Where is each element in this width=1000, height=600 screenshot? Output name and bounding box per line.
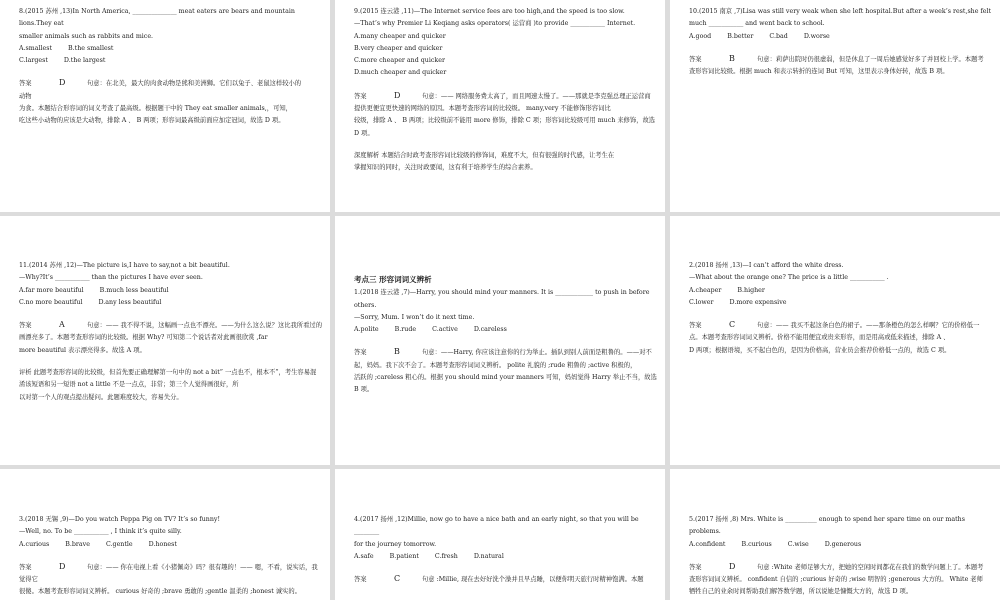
- answer-text: 句意：在北美，最大的肉食动物是熊和美洲狮。它们以兔子、老鼠这样较小的: [87, 80, 302, 88]
- answer-text: D 项。: [354, 129, 374, 137]
- option: C.largest: [19, 57, 48, 65]
- question-line: for the journey tomorrow.: [354, 540, 437, 548]
- question-line: smaller animals such as rabbits and mice.: [19, 32, 154, 40]
- option: D.the largest: [63, 57, 106, 65]
- answer-block: [689, 53, 992, 79]
- answer-line: [19, 319, 322, 332]
- option: A.safe: [354, 552, 374, 560]
- answer-text: 句意：—— 你在电视上看《小猪佩奇》吗？很有趣的！—— 嗯，不看，说实话，我觉得它: [19, 563, 318, 584]
- question-line: 9.(2015 连云港 ,11)—The Internet service fees are too high,and the speed is too slow.: [354, 8, 625, 15]
- answer-text: 很傻。本题考查形容词词义辨析。 curious 好奇的 ;brave 勇敢的 ;gentle 温柔的 ;honest 诚实的。: [19, 588, 301, 596]
- options-row: [19, 55, 322, 67]
- answer-letter: D: [729, 561, 736, 571]
- analysis-text: 深度解析 本题结合时政考查形容词比较级的修饰词，难度不大，但有很强的时代感，让考生在: [354, 151, 615, 159]
- answer-block: [354, 90, 657, 140]
- option: A.cheaper: [689, 286, 722, 294]
- answer-text: 动物: [19, 92, 32, 100]
- option: A.polite: [354, 326, 379, 334]
- question-line: —Why?It’s ___________ than the pictures I have ever seen.: [19, 274, 203, 282]
- options-row: [354, 55, 657, 67]
- answer-text: 为食。本题结合形容词的词义考查了最高级。根据题干中的 They eat smaller animals,，可知，: [19, 105, 292, 113]
- answer-block: [689, 319, 992, 357]
- option: C.no more beautiful: [19, 298, 83, 306]
- answer-text: 句意：—— 我不得不说，这幅画一点也不漂亮。——为什么这么说？这比我所看过的: [87, 322, 322, 330]
- option: B.better: [727, 32, 754, 40]
- answer-block: [354, 573, 657, 586]
- answer-line: [689, 53, 992, 66]
- option: B.brave: [65, 540, 90, 548]
- option: D.any less beautiful: [98, 298, 162, 306]
- answer-text: 句意 :Millie, 现在去好好洗个澡并且早点睡，以便你明天旅行时精神饱满。本题: [422, 576, 644, 584]
- answer-label: 答案: [689, 55, 702, 63]
- option: D.careless: [473, 326, 507, 334]
- answer-text: 句意：—— 我买不起这条白色的裙子。——那条橙色的怎么样啊？它的价格低一: [757, 322, 980, 330]
- answer-letter: A: [59, 320, 65, 330]
- answer-letter: C: [394, 574, 401, 584]
- option: A.many cheaper and quicker: [354, 32, 446, 40]
- option: D.much cheaper and quicker: [354, 69, 447, 77]
- option: B.rude: [394, 326, 417, 334]
- option: A.confident: [689, 540, 726, 548]
- answer-letter: B: [394, 347, 400, 357]
- options-row: [354, 551, 657, 563]
- options-row: [354, 31, 657, 43]
- option: C.lower: [689, 298, 714, 306]
- question-card: [670, 469, 1000, 600]
- option: D.more expensive: [729, 298, 787, 306]
- option: A.good: [689, 32, 712, 40]
- answer-block: [19, 77, 322, 127]
- answer-text: 吃这些小动物的应该是大动物，排除 A 、 B 两项；形容词最高级前面应加定冠词，故选 D 项。: [19, 117, 285, 125]
- question-card: [0, 0, 330, 212]
- answer-text: D 两项；根据语境，买不起白色的，是因为价格高，营业员会推荐价格低一点的，故选 C 项。: [689, 346, 951, 354]
- options-row: [19, 43, 322, 55]
- option: B.much less beautiful: [99, 286, 169, 294]
- question-card: [335, 0, 665, 212]
- answer-text: 句意：——Harry, 你应该注意你的行为举止。插队到别人前面是粗鲁的。——对不: [422, 349, 652, 357]
- analysis-block: [354, 150, 657, 175]
- option: B.curious: [741, 540, 772, 548]
- answer-text: B 项。: [354, 386, 374, 394]
- question-line: 4.(2017 扬州 ,12)Millie, now go to have a nice bath and an early night, so that you will be ________: [354, 516, 639, 536]
- option: C.wise: [787, 540, 809, 548]
- answer-label: 答案: [19, 80, 32, 88]
- options-row: [354, 324, 657, 336]
- answer-text: 点。本题考查形容词词义辨析。价格不能用便宜或贵来形容，而是用高或低来描述，排除 A 、: [689, 334, 950, 342]
- answer-text: 句意 :White 老师足够大方，把她的空闲时间都花在我们的数学问题上了。本题考: [757, 563, 984, 571]
- answer-line: [689, 319, 992, 332]
- question-card: [0, 216, 330, 465]
- options-row: [689, 285, 992, 297]
- option: B.the smallest: [68, 44, 114, 52]
- answer-label: 答案: [689, 563, 702, 571]
- option: C.fresh: [434, 552, 458, 560]
- question-card: [670, 216, 1000, 465]
- answer-text: 查形容词词义辨析。 confident 自信的 ;curious 好奇的 ;wise 明智的 ;generous 大方的。 White 老师: [689, 576, 983, 584]
- options-row: [354, 43, 657, 55]
- question-card: [670, 0, 1000, 212]
- answer-line: [19, 561, 322, 587]
- option: B.very cheaper and quicker: [354, 44, 443, 52]
- option: B.patient: [389, 552, 419, 560]
- question-line: —That’s why Premier Li Keqiang asks operators( 运营商 )to provide ___________ Internet.: [354, 20, 636, 28]
- answer-label: 答案: [19, 563, 32, 571]
- answer-text: 画漂亮多了。本题考查形容词的比较级。根据 Why? 可知第二个说话者对此画很欣赏 ,far: [19, 334, 268, 342]
- answer-label: 答案: [354, 92, 367, 100]
- answer-line: [354, 346, 657, 359]
- question-line: —What about the orange one? The price is a little ___________ .: [689, 274, 889, 282]
- option: A.smallest: [19, 44, 53, 52]
- answer-label: 答案: [354, 349, 367, 357]
- answer-block: [19, 561, 322, 599]
- options-row: [19, 539, 322, 551]
- option: B.higher: [737, 286, 765, 294]
- answer-label: 答案: [19, 322, 32, 330]
- question-line: much ___________ and went back to school.: [689, 20, 825, 28]
- answer-text: 活跃的 ;careless 粗心的。根据 you should mind your manners 可知，妈妈觉得 Harry 举止不当，故选: [354, 374, 657, 382]
- option: C.bad: [769, 32, 788, 40]
- answer-line: [19, 77, 322, 90]
- question-line: —Well, no. To be ___________ , I think it’s quite silly.: [19, 528, 182, 536]
- answer-block: [689, 561, 992, 599]
- question-line: 10.(2015 南京 ,7)Lisa was still very weak when she left hospital.But after a week’s rest,she felt: [689, 8, 992, 15]
- options-row: [689, 539, 992, 551]
- answer-line: [354, 573, 657, 586]
- analysis-text: 掌握知识的同时，关注时政要闻，这有利于培养学生的综合素养。: [354, 164, 537, 172]
- option: C.more cheaper and quicker: [354, 57, 445, 65]
- question-line: 11.(2014 苏州 ,12)—The picture is,I have to say,not a bit beautiful.: [19, 262, 230, 269]
- answer-letter: C: [729, 320, 736, 330]
- section-title: 考点三 形容词词义辨析: [354, 275, 432, 284]
- analysis-text: 以对第一个人的观点提出疑问。此题难度较大，容易失分。: [19, 393, 183, 401]
- question-card: [335, 469, 665, 600]
- option: D.honest: [148, 540, 177, 548]
- question-line: —Sorry, Mum. I won’t do it next time.: [354, 313, 475, 321]
- question-card: [335, 216, 665, 465]
- option: D.generous: [824, 540, 862, 548]
- option: A.far more beautiful: [19, 286, 84, 294]
- answer-text: 提供更便宜更快速的网络的原因。本题考查形容词的比较级。 many,very 不能修饰形容词比: [354, 105, 611, 113]
- options-row: [19, 297, 322, 309]
- answer-letter: B: [729, 53, 735, 63]
- answer-label: 答案: [689, 322, 702, 330]
- answer-text: 句意：—— 网络服务费太高了，而且网速太慢了。——那就是李克强总理正运营商: [422, 92, 651, 100]
- answer-text: 起，妈妈。我下次不会了。本题考查形容词词义辨析。 polite 礼貌的 ;rude 粗鲁的 ;active 积极的，: [354, 361, 637, 369]
- option: D.worse: [803, 32, 830, 40]
- question-line: 1.(2018 连云港 ,7)—Harry, you should mind your manners. It is ____________ to push in before others.: [354, 289, 650, 309]
- options-row: [354, 67, 657, 79]
- answer-block: [354, 346, 657, 396]
- analysis-block: [19, 367, 322, 404]
- options-row: [689, 297, 992, 309]
- question-line: 5.(2017 扬州 ,8) Mrs. White is __________ enough to spend her spare time on our maths problems.: [689, 516, 965, 536]
- question-line: 2.(2018 扬州 ,13)—I can’t afford the white dress.: [689, 262, 844, 269]
- answer-label: 答案: [354, 576, 367, 584]
- answer-line: [354, 90, 657, 103]
- answer-text: 较级，排除 A 、 B 两项；比较级前不能用 more 修饰，排除 C 项；形容词比较级可用 much 来修饰，故选: [354, 117, 656, 125]
- answer-line: [689, 561, 992, 574]
- answer-text: 查形容词比较级。根据 much 和表示转折的连词 But 可知，这里表示身体好转，故选 B 项。: [689, 68, 949, 76]
- answer-letter: D: [59, 561, 66, 571]
- option: A.curious: [19, 540, 50, 548]
- question-line: 3.(2018 无锡 ,9)—Do you watch Peppa Pig on TV? It’s so funny!: [19, 516, 220, 523]
- option: D.natural: [473, 552, 504, 560]
- option: C.gentle: [105, 540, 133, 548]
- options-row: [19, 285, 322, 297]
- question-card: [0, 469, 330, 600]
- question-line: 8.(2015 苏州 ,13)In North America, ______________ meat eaters are bears and mountain lions.They eat: [19, 8, 295, 28]
- answer-text: 句意：莉萨出院时仍很虚弱，但是休息了一周后她感觉好多了并回校上学。本题考: [757, 55, 984, 63]
- answer-letter: D: [394, 90, 401, 100]
- answer-letter: D: [59, 78, 66, 88]
- answer-text: 牺牲自己的业余时间帮助我们解答数学题，所以说她是慷慨大方的，故选 D 项。: [689, 588, 913, 596]
- analysis-text: 评析 此题考查形容词的比较级，但首先要正确理解第一句中的 not a bit” 一点也不，根本不”，考生容易混淆该短语和另一短语 not a little 不是一点点，非常；第三个人觉得画很好，所: [19, 369, 317, 389]
- answer-text: more beautiful 表示漂亮得多。故选 A 项。: [19, 346, 146, 354]
- options-row: [689, 31, 992, 43]
- option: C.active: [432, 326, 458, 334]
- answer-block: [19, 319, 322, 357]
